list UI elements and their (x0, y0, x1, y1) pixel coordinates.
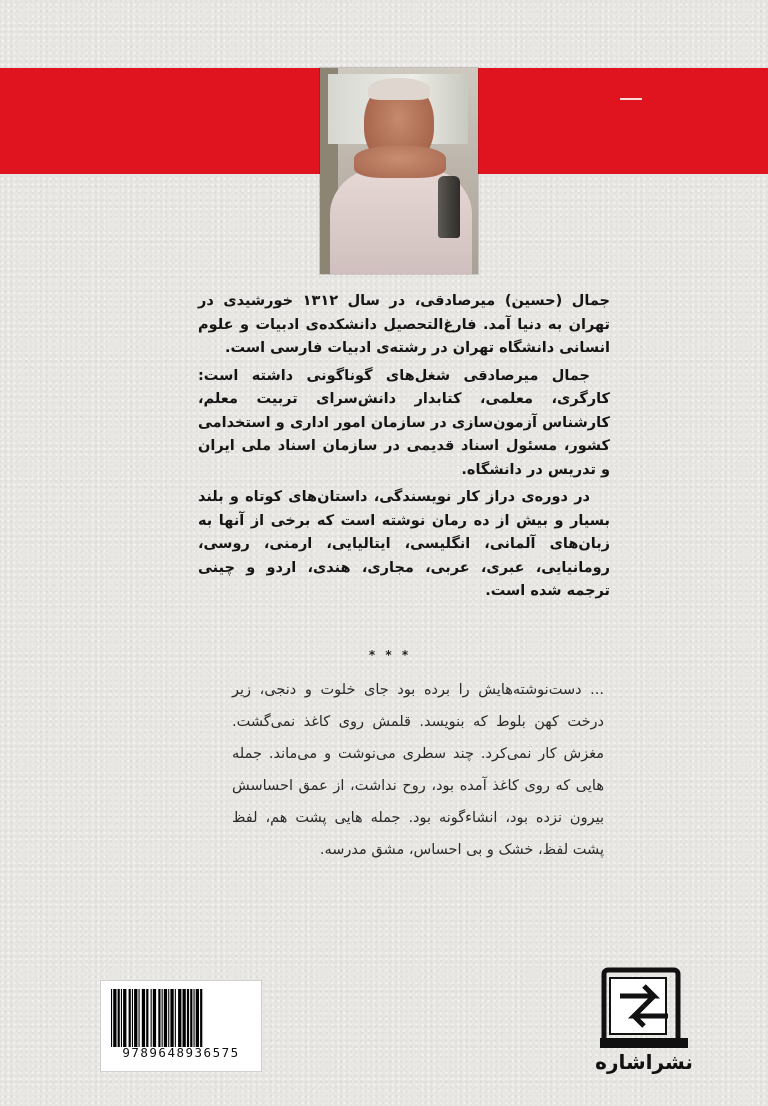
section-separator: * * * (368, 648, 412, 662)
isbn-number: 9789648936575 (122, 1045, 240, 1060)
bio-paragraph-2: جمال میرصادقی شغل‌های گوناگونی داشته است: کارگری، معلمی، کتابدار دانش‌سرای تربیت معلم، کارشناس آزمون‌سازی در سازمان امور اداری و استخدامی کشور، مسئول اسناد قدیمی در سازمان اسناد ملی ایران و تدریس در دانشگاه. (198, 367, 610, 478)
publisher-logo-icon (596, 966, 692, 1054)
book-excerpt: ... دست‌نوشته‌هایش را برده بود جای خلوت و دنجی، زیر درخت کهن بلوط که بنویسد. قلمش روی کاغذ نمی‌گشت. مغزش کار نمی‌کرد. چند سطری می‌نوشت و می‌ماند. جمله هایی که روی کاغذ آمده بود، روح نداشت، از عمق احساسش بیرون نزده بود، انشاءگونه بود. جمله هایی پشت هم، لفظ پشت لفظ، خشک و بی احساس، مشق مدرسه. (232, 682, 604, 858)
isbn-barcode (100, 980, 262, 1072)
author-bio (198, 290, 610, 608)
band-accent-line (620, 98, 642, 100)
bio-paragraph-1: جمال (حسین) میرصادقی، در سال ۱۳۱۲ خورشیدی در تهران به دنیا آمد. فارغ‌التحصیل دانشکده‌ی ادبیات و علوم انسانی دانشگاه تهران در رشته‌ی ادبیات فارسی است. (198, 293, 610, 356)
author-photo (320, 68, 478, 274)
publisher-name: نشراشاره (595, 1050, 693, 1074)
barcode-bars (109, 989, 253, 1047)
bio-paragraph-3: در دوره‌ی دراز کار نویسندگی، داستان‌های کوتاه و بلند بسیار و بیش از ده رمان نوشته است که برخی از آنها به زبان‌های آلمانی، انگلیسی، ایتالیایی، ارمنی، روسی، رومانیایی، عبری، عربی، مجاری، هندی، اردو و چینی ترجمه شده است. (198, 489, 610, 599)
